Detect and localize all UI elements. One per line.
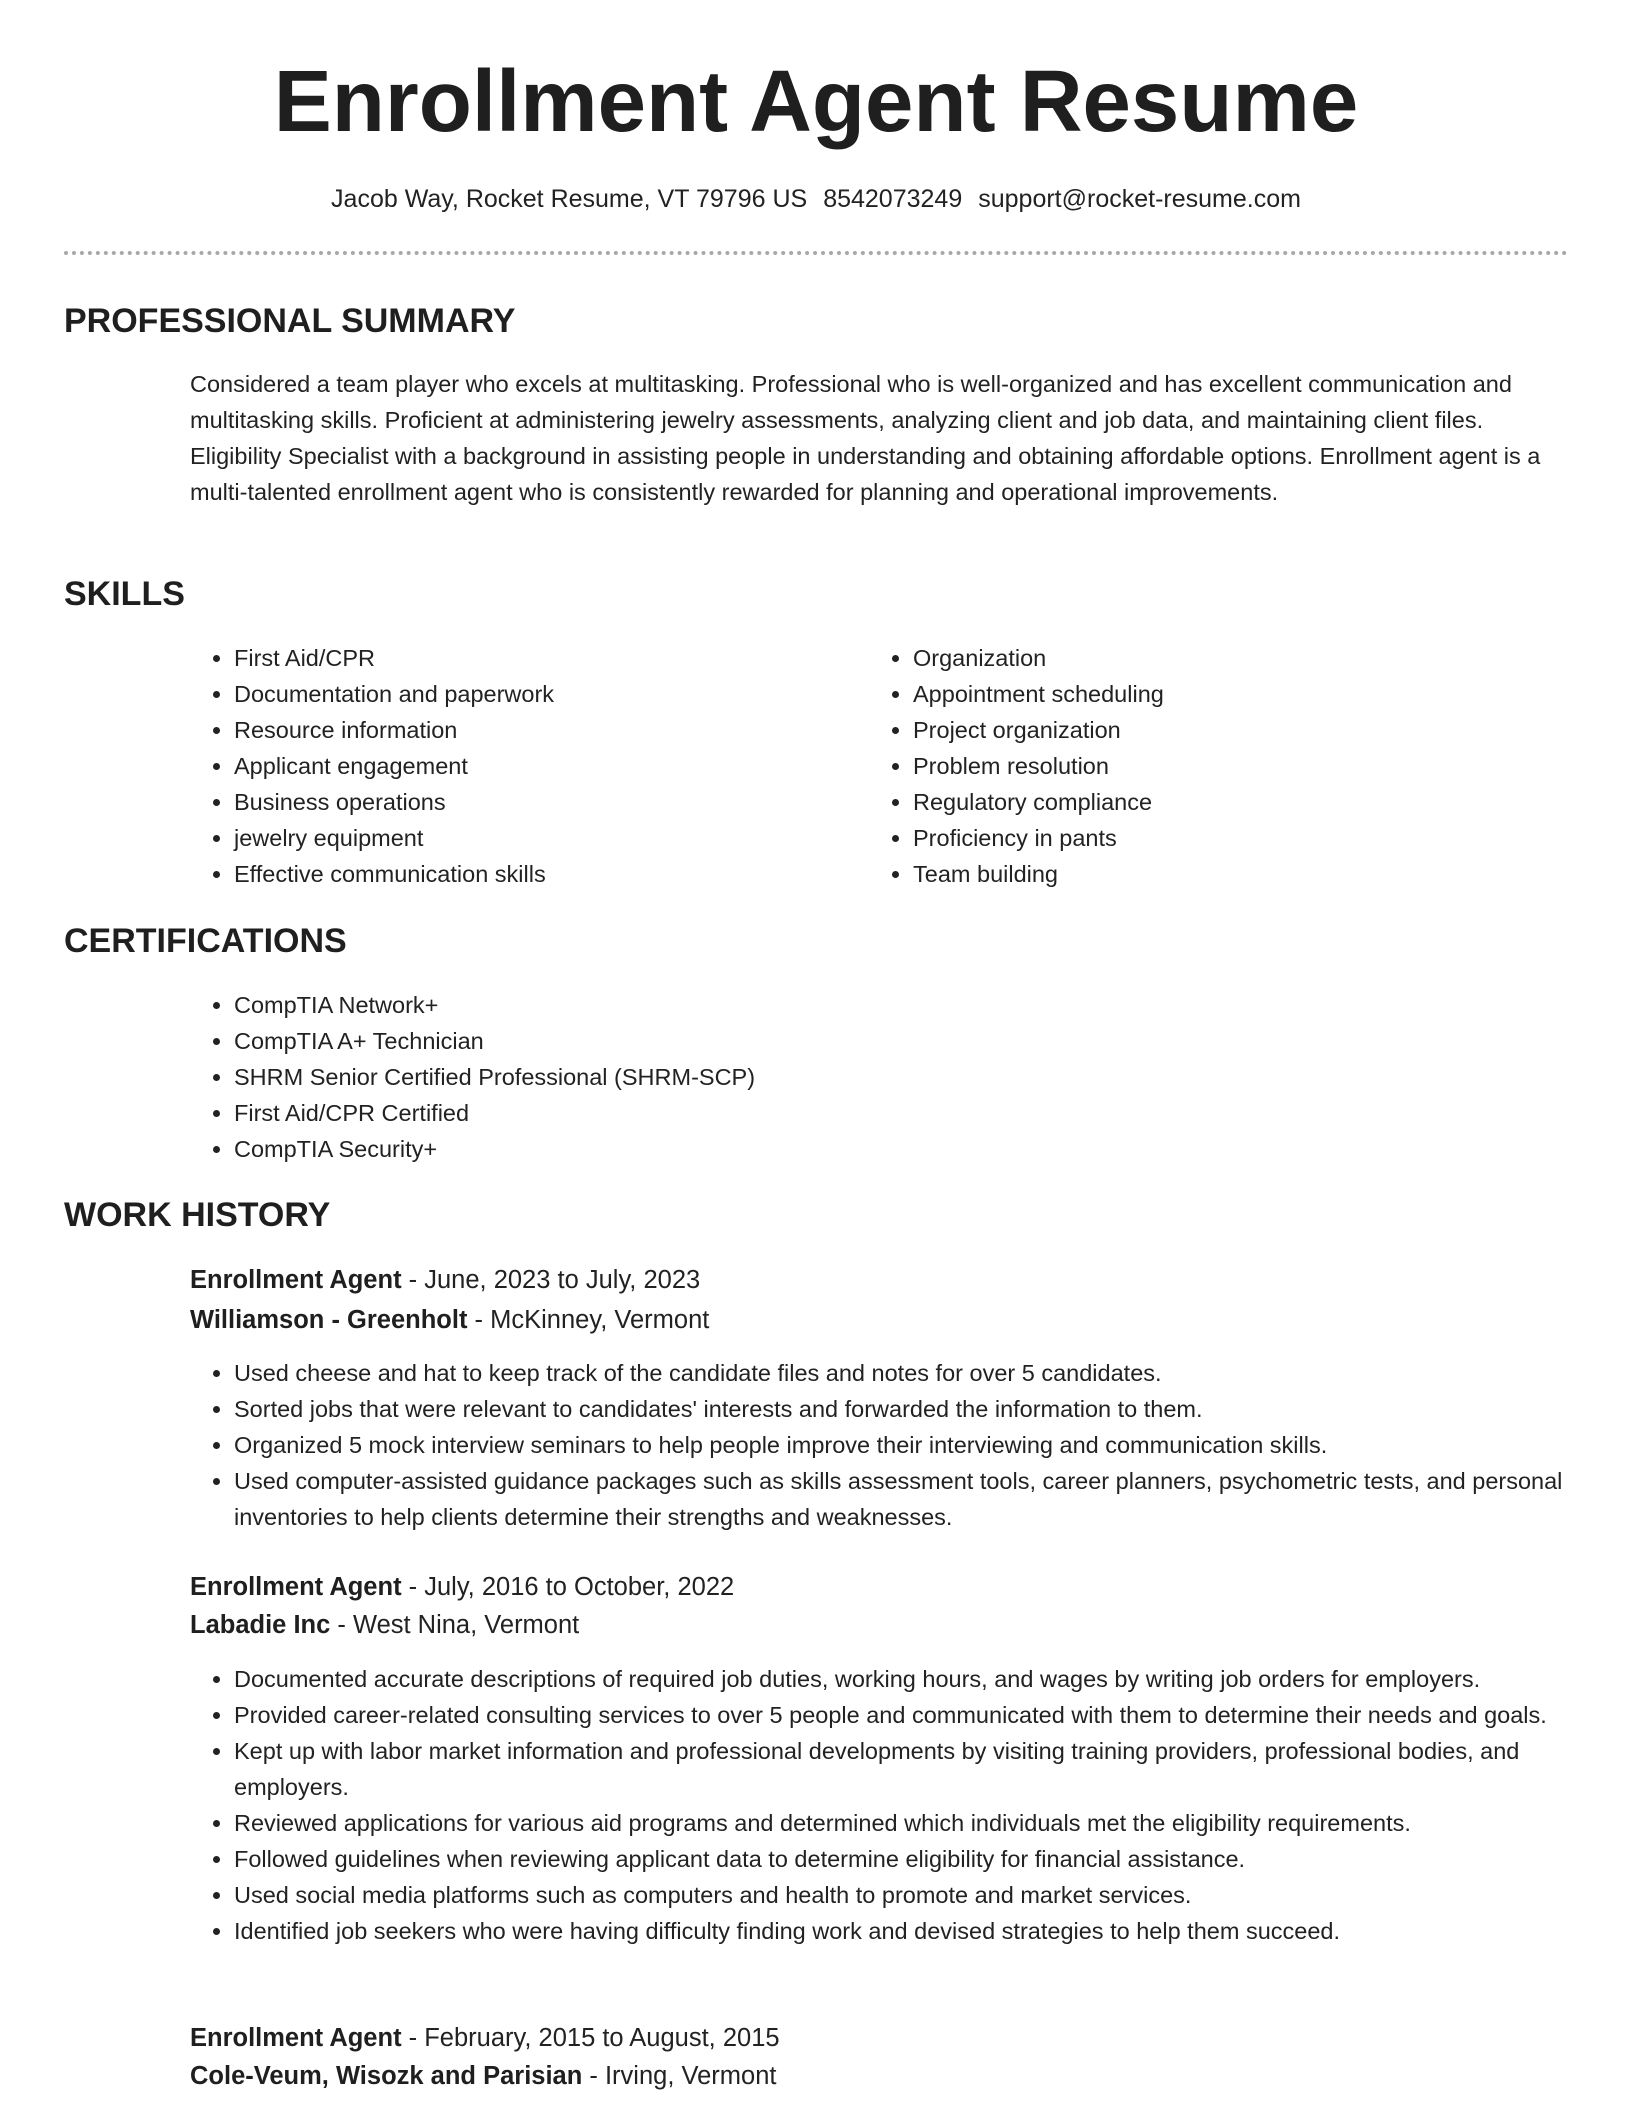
job-company: Labadie Inc — [190, 1611, 331, 1639]
job-bullet: • Followed guidelines when reviewing applicant data to determine eligibility for financial assistance. — [234, 1841, 1614, 1877]
job-company: Williamson - Greenholt — [190, 1306, 468, 1334]
certifications-heading: CERTIFICATIONS — [64, 922, 347, 960]
summary-heading: PROFESSIONAL SUMMARY — [64, 302, 516, 340]
certification-item: • CompTIA Network+ — [234, 987, 1534, 1023]
job-dates: - June, 2023 to July, 2023 — [401, 1266, 701, 1294]
contact-email: support@rocket-resume.com — [978, 185, 1301, 213]
job-title: Enrollment Agent — [190, 1266, 402, 1294]
job-bullet: • Reviewed applications for various aid programs and determined which individuals met the eligibility requirements. — [234, 1805, 1614, 1841]
contact-phone: 8542073249 — [823, 185, 963, 213]
resume-title: Enrollment Agent Resume — [273, 53, 1359, 150]
skill-item: • Organization — [913, 640, 1513, 676]
job-bullet: • Kept up with labor market information and professional developments by visiting training providers, professional bodies, and employers. — [234, 1733, 1614, 1805]
skill-item: • Resource information — [234, 712, 834, 748]
certification-item: • CompTIA A+ Technician — [234, 1023, 1534, 1059]
skill-item: • Problem resolution — [913, 748, 1513, 784]
job-company-line — [190, 1302, 709, 1338]
job-company: Cole-Veum, Wisozk and Parisian — [190, 2062, 583, 2090]
job-bullet: • Provided career-related consulting services to over 5 people and communicated with them to determine their needs and goals. — [234, 1697, 1614, 1733]
skill-item: • jewelry equipment — [234, 820, 834, 856]
job-company-line — [190, 2058, 776, 2094]
job-bullet: • Sorted jobs that were relevant to candidates' interests and forwarded the information to them. — [234, 1391, 1614, 1427]
contact-address: Jacob Way, Rocket Resume, VT 79796 US — [331, 185, 808, 213]
skills-list-right — [869, 640, 1513, 892]
skill-item: • Proficiency in pants — [913, 820, 1513, 856]
certification-item: • SHRM Senior Certified Professional (SHRM-SCP) — [234, 1059, 1534, 1095]
certifications-list — [190, 987, 1534, 1167]
skill-item: • First Aid/CPR — [234, 640, 834, 676]
job-company-line — [190, 1607, 579, 1643]
job-bullet: • Organized 5 mock interview seminars to help people improve their interviewing and communication skills. — [234, 1427, 1614, 1463]
job-location: - Irving, Vermont — [582, 2062, 777, 2090]
job-title: Enrollment Agent — [190, 1573, 402, 1601]
job-bullet: • Used computer-assisted guidance packages such as skills assessment tools, career planners, psychometric tests, and personal inventories to help clients determine their strengths and weaknesses. — [234, 1463, 1614, 1535]
job-title-line — [190, 1262, 700, 1298]
job-bullet: • Documented accurate descriptions of required job duties, working hours, and wages by writing job orders for employers. — [234, 1661, 1614, 1697]
job-dates: - July, 2016 to October, 2022 — [401, 1573, 735, 1601]
job-bullet: • Identified job seekers who were having difficulty finding work and devised strategies to help them succeed. — [234, 1913, 1614, 1949]
skills-heading: SKILLS — [64, 575, 185, 613]
skill-item: • Regulatory compliance — [913, 784, 1513, 820]
skill-item: • Business operations — [234, 784, 834, 820]
skills-list-left — [190, 640, 834, 892]
job-bullets — [190, 1661, 1614, 1949]
job-bullets — [190, 1355, 1614, 1535]
job-dates: - February, 2015 to August, 2015 — [401, 2024, 780, 2052]
skill-item: • Appointment scheduling — [913, 676, 1513, 712]
certification-item: • First Aid/CPR Certified — [234, 1095, 1534, 1131]
job-location: - West Nina, Vermont — [330, 1611, 580, 1639]
job-bullet: • Used cheese and hat to keep track of the candidate files and notes for over 5 candidates. — [234, 1355, 1614, 1391]
job-bullet: • Used social media platforms such as computers and health to promote and market services. — [234, 1877, 1614, 1913]
skill-item: • Project organization — [913, 712, 1513, 748]
skill-item: • Effective communication skills — [234, 856, 834, 892]
work-history-heading: WORK HISTORY — [64, 1196, 331, 1234]
certification-item: • CompTIA Security+ — [234, 1131, 1534, 1167]
job-title-line — [190, 2020, 780, 2056]
contact-line — [0, 182, 1632, 216]
job-location: - McKinney, Vermont — [467, 1306, 710, 1334]
skill-item: • Documentation and paperwork — [234, 676, 834, 712]
job-title: Enrollment Agent — [190, 2024, 402, 2052]
summary-text: Considered a team player who excels at multitasking. Professional who is well-organized and has excellent communication and multitasking skills. Proficient at administering jewelry assessments, analyzing client and job data, and maintaining client files. Eligibility Specialist with a background in assisting people in understanding and obtaining affordable options. Enrollment agent is a multi-talented enrollment agent who is consistently rewarded for planning and operational improvements. — [190, 371, 1541, 505]
header-divider — [64, 251, 1568, 255]
skill-item: • Applicant engagement — [234, 748, 834, 784]
skill-item: • Team building — [913, 856, 1513, 892]
job-title-line — [190, 1569, 734, 1605]
